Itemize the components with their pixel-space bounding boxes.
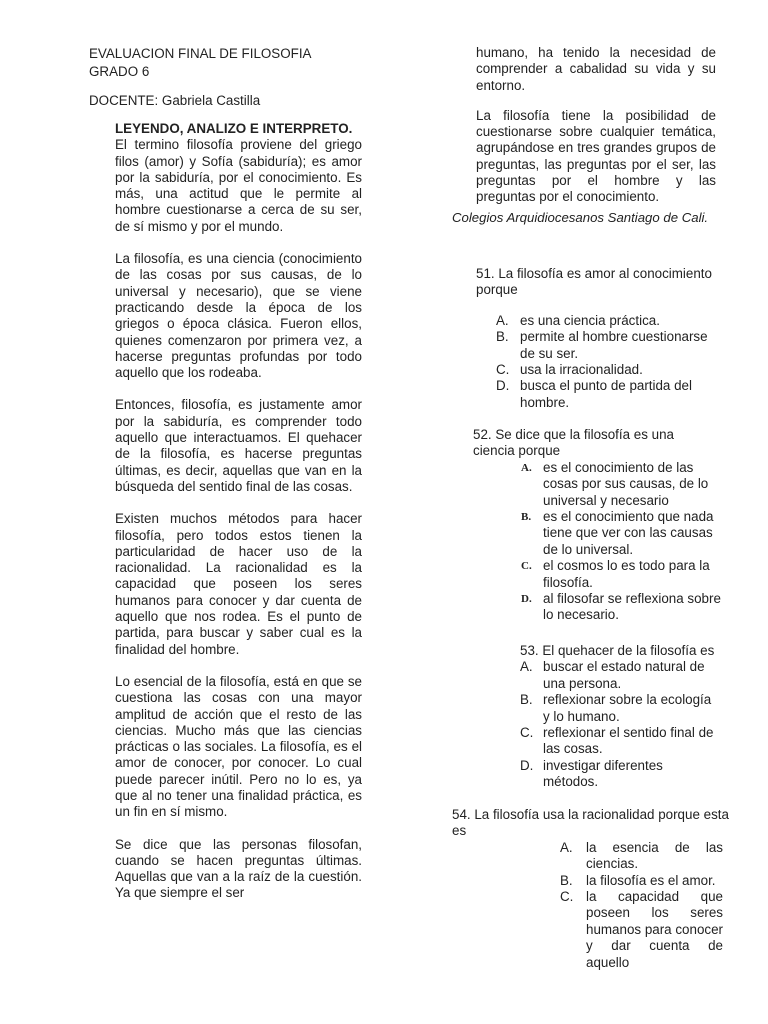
reading-paragraph-5: Lo esencial de la filosofía, está en que se cuestiona las cosas con una mayor amplitud de acción que el resto de las ciencias. Mucho más que las ciencias prácticas o las sociales. La filosofía, es el amor de conocer, por conocer. Lo cual puede parecer inútil. Pero no lo es, ya que al no tener una finalidad práctica, es un fin en sí mismo. [115, 673, 362, 820]
reading-paragraph-3: Entonces, filosofía, es justamente amor por la sabiduría, es comprender todo aquello que interactuamos. El quehacer de la filosofía, es hacerse preguntas últimas, es decir, aquellas que van en la búsqueda del sentido final de las cosas. [115, 397, 362, 494]
grade-label: GRADO 6 [89, 64, 150, 79]
question-51-option-b[interactable]: B. permite al hombre cuestionarse de su ser. [496, 329, 708, 361]
reading-lead: LEYENDO, ANALIZO E INTERPRETO. [115, 121, 353, 136]
question-54-option-a[interactable]: A. la esencia de las ciencias. [560, 839, 723, 872]
question-52-option-c[interactable]: C. el cosmos lo es todo para la filosofía. [521, 558, 710, 590]
question-51 [476, 266, 726, 411]
question-53-option-a[interactable]: A. buscar el estado natural de una persona. [520, 659, 705, 691]
question-54-option-c[interactable]: C. la capacidad que poseen los seres humanos para conocer y dar cuenta de aquello [560, 889, 723, 970]
question-54 [452, 807, 742, 971]
question-51-option-d[interactable]: D. busca el punto de partida del hombre. [496, 378, 692, 410]
question-51-option-c[interactable]: C. usa la irracionalidad. [496, 362, 643, 378]
question-54-option-b[interactable]: B. la filosofía es el amor. [560, 872, 716, 888]
reading-paragraph-6-continued: humano, ha tenido la necesidad de comprender a cabalidad su vida y su entorno. [476, 45, 716, 93]
reading-source: Colegios Arquidiocesanos Santiago de Cali. [452, 210, 709, 225]
question-53-option-b[interactable]: B. reflexionar sobre la ecología y lo humano. [520, 692, 712, 724]
reading-right-column [476, 45, 716, 206]
question-53-stem: 53. El quehacer de la filosofía es [520, 643, 715, 658]
question-52-stem: 52. Se dice que la filosofía es una ciencia porque [473, 427, 674, 459]
question-52 [473, 427, 728, 624]
question-54-stem: 54. La filosofía usa la racionalidad porque esta es [452, 807, 729, 839]
reading-paragraph-4: Existen muchos métodos para hacer filosofía, pero todos estos tienen la particularidad de hacer uso de la racionalidad. La racionalidad es la capacidad que poseen los seres humanos para conocer y dar cuenta de aquello que nos rodea. Es el punto de partida, para buscar y saber cual es la finalidad del hombre. [115, 511, 362, 657]
teacher-label: DOCENTE: Gabriela Castilla [89, 93, 261, 108]
question-51-stem: 51. La filosofía es amor al conocimiento porque [476, 266, 712, 298]
document-title: EVALUACION FINAL DE FILOSOFIA [89, 46, 312, 61]
reading-left-column [115, 121, 362, 918]
question-53-option-d[interactable]: D. investigar diferentes métodos. [520, 757, 663, 790]
question-53 [520, 643, 730, 791]
question-52-option-a[interactable]: A. es el conocimiento de las cosas por sus causas, de lo universal y necesario [521, 459, 709, 508]
reading-paragraph-6: Se dice que las personas filosofan, cuando se hacen preguntas últimas. Aquellas que van a la raíz de la cuestión. Ya que siempre el ser [115, 836, 362, 901]
question-52-option-d[interactable]: D. al filosofar se reflexiona sobre lo necesario. [521, 591, 721, 623]
reading-paragraph-1: El termino filosofía proviene del griego filos (amor) y Sofía (sabiduría); es amor por la sabiduría, por el conocimiento. Es más, una actitud que le permite al hombre cuestionarse a cerca de su ser, de sí mismo y por el mundo. [115, 137, 362, 234]
question-51-option-a[interactable]: A. es una ciencia práctica. [496, 312, 660, 328]
question-52-option-b[interactable]: B. es el conocimiento que nada tiene que ver con las causas de lo universal. [521, 509, 714, 557]
reading-paragraph-2: La filosofía, es una ciencia (conocimiento de las cosas por sus causas, de lo universal y necesario), que se viene practicando desde la época de los griegos o época clásica. Fueron ellos, quienes comenzaron por primera vez, a hacerse preguntas profundas por todo aquello que los rodeaba. [115, 251, 362, 381]
question-53-option-c[interactable]: C. reflexionar el sentido final de las cosas. [520, 725, 714, 757]
reading-paragraph-7: La filosofía tiene la posibilidad de cuestionarse sobre cualquier temática, agrupándose en tres grandes grupos de preguntas, las preguntas por el ser, las preguntas por el hombre y las preguntas por el conocimiento. [476, 107, 716, 205]
